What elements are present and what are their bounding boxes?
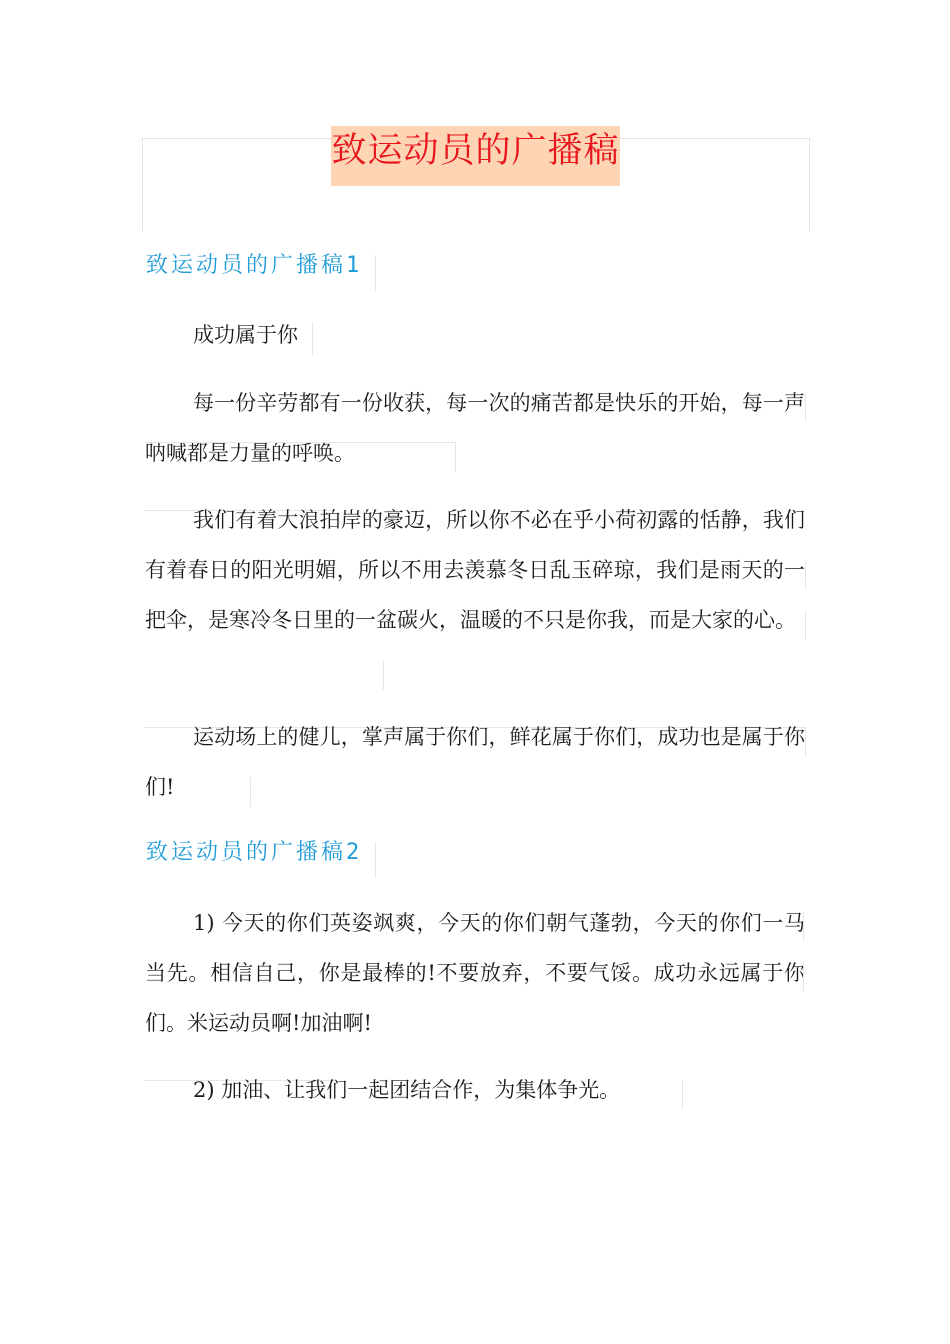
guide-mark <box>805 610 806 640</box>
paragraph-1-1: 成功属于你 <box>193 323 298 347</box>
guide-mark <box>145 442 455 443</box>
paragraph-2-1: 1) 今天的你们英姿飒爽，今天的你们朝气蓬勃，今天的你们一马当先。相信自己，你是最棒的!不要放弃，不要气馁。成功永远属于你们。米运动员啊!加油啊! <box>145 911 805 1035</box>
guide-mark <box>250 777 251 807</box>
guide-mark <box>805 727 806 757</box>
section-heading-2: 致运动员的广播稿2 <box>146 840 363 865</box>
guide-mark <box>803 912 804 942</box>
guide-mark <box>682 1080 683 1110</box>
paragraph-1-3: 我们有着大浪拍岸的豪迈，所以你不必在乎小荷初露的恬静，我们有着春日的阳光明媚，所以不用去羡慕冬日乱玉碎琼，我们是雨天的一把伞，是寒冷冬日里的一盆碳火，温暖的不只是你我，而是大家的心。 <box>145 508 805 632</box>
guide-mark <box>375 255 376 291</box>
guide-mark <box>383 660 384 690</box>
guide-mark <box>805 560 806 590</box>
paragraph-2-2: 2) 加油、让我们一起团结合作，为集体争光。 <box>193 1078 621 1102</box>
document-title: 致运动员的广播稿 <box>331 126 620 186</box>
paragraph-1-2: 每一份辛劳都有一份收获，每一次的痛苦都是快乐的开始，每一声呐喊都是力量的呼唤。 <box>145 391 805 465</box>
paragraph-1-4: 运动场上的健儿，掌声属于你们，鲜花属于你们，成功也是属于你们! <box>145 725 805 799</box>
guide-mark <box>803 962 804 992</box>
guide-mark <box>375 842 376 878</box>
guide-mark <box>805 392 806 422</box>
section-heading-1: 致运动员的广播稿1 <box>146 253 363 278</box>
guide-mark <box>455 442 456 472</box>
guide-mark <box>312 322 313 356</box>
